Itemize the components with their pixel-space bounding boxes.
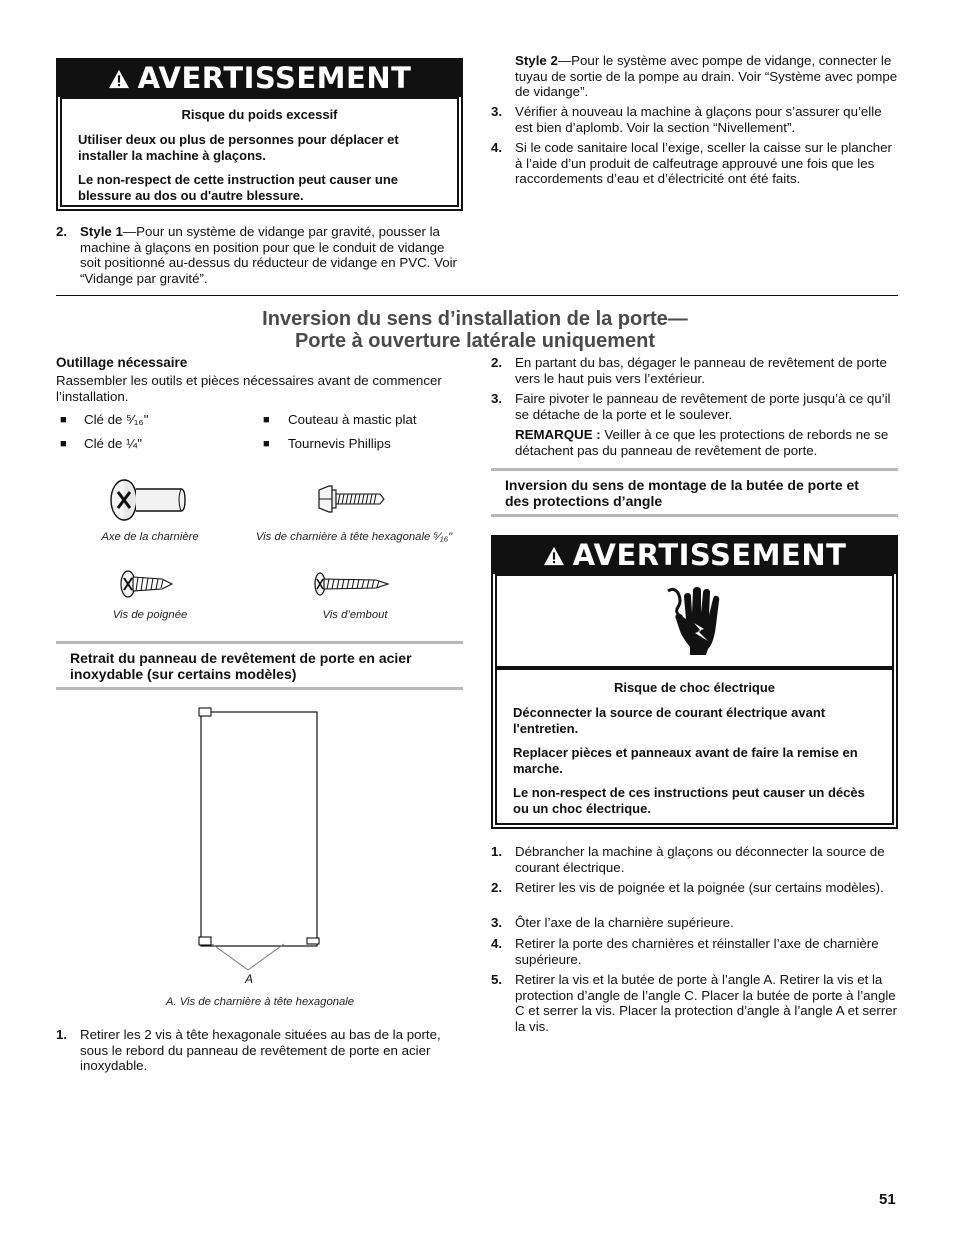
step-number: 4. bbox=[491, 936, 503, 951]
style-label: Style 1 bbox=[80, 224, 123, 239]
tools-intro: Rassembler les outils et pièces nécessaires avant de commencer l’installation. bbox=[56, 373, 442, 404]
step-number: 3. bbox=[491, 391, 503, 406]
style-text: —Pour un système de vidange par gravité, pousser la machine à glaçons en position pour que le conduit de vidange soit positionné au-dessus du réducteur de vidange en PVC. Voir “Vidange par gravité”. bbox=[80, 224, 457, 286]
step-text: Ôter l’axe de la charnière supérieure. bbox=[515, 915, 734, 930]
step-number: 1. bbox=[491, 844, 503, 859]
handle-screw-icon bbox=[118, 569, 174, 599]
tool-item: Tournevis Phillips bbox=[288, 436, 391, 451]
note bbox=[515, 427, 899, 458]
part-caption: Vis de charnière à tête hexagonale ⁵⁄₁₆" bbox=[255, 531, 453, 543]
part-caption: Vis de poignée bbox=[112, 609, 188, 621]
warning-line: Le non-respect de cette instruction peut causer une blessure au dos ou d'autre blessure. bbox=[78, 172, 399, 203]
step-text: Retirer la vis et la butée de porte à l’angle A. Retirer la vis et la protection d’angle de l’angle C. Placer la butée de porte à l’angle C et serrer la vis. Placer la protection d’angle à l’angle A et serrer la vis. bbox=[515, 972, 898, 1034]
step-number: 3. bbox=[491, 104, 503, 119]
stop-heading: Inversion du sens de montage de la butée de porte et des protections d’angle bbox=[491, 468, 898, 517]
step-text: Retirer la porte des charnières et réinstaller l’axe de charnière supérieure. bbox=[515, 936, 879, 967]
warning-triangle-icon bbox=[543, 546, 565, 566]
warning-line: Utiliser deux ou plus de personnes pour déplacer et installer la machine à glaçons. bbox=[78, 132, 399, 163]
style-label: Style 2 bbox=[515, 53, 558, 68]
tools-heading: Outillage nécessaire bbox=[56, 355, 188, 370]
figure-caption: A. Vis de charnière à tête hexagonale bbox=[165, 996, 355, 1008]
removal-heading: Retrait du panneau de revêtement de porte en acier inoxydable (sur certains modèles) bbox=[56, 641, 463, 690]
end-screw-icon bbox=[312, 571, 390, 597]
section-title bbox=[180, 308, 770, 352]
door-panel-diagram bbox=[196, 704, 326, 994]
page-number: 51 bbox=[879, 1191, 896, 1208]
step-number: 2. bbox=[491, 880, 503, 895]
section-title-line: Inversion du sens d’installation de la porte— bbox=[262, 308, 688, 330]
warning-body bbox=[495, 668, 894, 825]
bullet: ■ bbox=[60, 438, 67, 450]
step-text: Débrancher la machine à glaçons ou déconnecter la source de courant électrique. bbox=[515, 844, 885, 875]
tool-item: Clé de ¼" bbox=[84, 436, 142, 451]
warning-header bbox=[58, 60, 461, 97]
warning-title: AVERTISSEMENT bbox=[137, 60, 412, 95]
warning-header bbox=[493, 537, 896, 574]
step-number: 3. bbox=[491, 915, 503, 930]
step-number: 1. bbox=[56, 1027, 68, 1042]
bullet: ■ bbox=[263, 414, 270, 426]
step-text: En partant du bas, dégager le panneau de revêtement de porte vers le haut puis vers l’extérieur. bbox=[515, 355, 887, 386]
part-caption: Axe de la charnière bbox=[101, 531, 199, 543]
step-number: 2. bbox=[56, 224, 68, 239]
step-text bbox=[80, 224, 464, 286]
step-number: 4. bbox=[491, 140, 503, 155]
section-divider bbox=[56, 295, 898, 296]
warning-line: Le non-respect de ces instructions peut causer un décès ou un choc électrique. bbox=[513, 785, 865, 816]
warning-line: Replacer pièces et panneaux avant de faire la remise en marche. bbox=[513, 745, 858, 776]
warning-body bbox=[60, 97, 459, 207]
bullet: ■ bbox=[263, 438, 270, 450]
callout-label: A bbox=[245, 972, 254, 986]
hinge-pin-icon bbox=[105, 477, 189, 523]
style2-text bbox=[515, 53, 899, 100]
tool-item: Couteau à mastic plat bbox=[288, 412, 417, 427]
note-label: REMARQUE : bbox=[515, 427, 601, 442]
tool-item: Clé de ⁵⁄₁₆" bbox=[84, 412, 149, 427]
warning-title: AVERTISSEMENT bbox=[572, 537, 847, 572]
warning-risk: Risque de choc électrique bbox=[613, 680, 776, 695]
part-caption: Vis d’embout bbox=[322, 609, 388, 621]
bullet: ■ bbox=[60, 414, 67, 426]
step-text: Vérifier à nouveau la machine à glaçons pour s’assurer qu’elle est bien d’aplomb. Voir la section “Nivellement”. bbox=[515, 104, 882, 135]
note-text: Veiller à ce que les protections de rebords ne se détachent pas du panneau de revêtement de porte. bbox=[515, 427, 889, 458]
shock-icon-panel bbox=[495, 574, 894, 668]
style-text: —Pour le système avec pompe de vidange, connecter le tuyau de sortie de la pompe au drain. Voir “Système avec pompe de vidange”. bbox=[515, 53, 898, 99]
step-text: Faire pivoter le panneau de revêtement de porte jusqu’à ce qu’il se détache de la porte et le soulever. bbox=[515, 391, 891, 422]
step-text: Retirer les vis de poignée et la poignée (sur certains modèles). bbox=[515, 880, 884, 895]
step-number: 2. bbox=[491, 355, 503, 370]
warning-risk: Risque du poids excessif bbox=[181, 107, 338, 122]
hex-screw-icon bbox=[316, 484, 386, 514]
step-text: Retirer les 2 vis à tête hexagonale situées au bas de la porte, sous le rebord du panneau de revêtement de porte en acier inoxydable. bbox=[80, 1027, 441, 1073]
warning-line: Déconnecter la source de courant électrique avant l'entretien. bbox=[513, 705, 826, 736]
warning-triangle-icon bbox=[108, 69, 130, 89]
electric-shock-hand-icon bbox=[664, 585, 726, 657]
step-number: 5. bbox=[491, 972, 503, 987]
section-title-line: Porte à ouverture latérale uniquement bbox=[294, 330, 656, 352]
step-text: Si le code sanitaire local l’exige, sceller la caisse sur le plancher à l’aide d’un produit de calfeutrage approuvé une fois que les raccordements d’eau et d’électricité ont été faits. bbox=[515, 140, 892, 186]
warning-box-shock bbox=[491, 535, 898, 829]
warning-box-weight bbox=[56, 58, 463, 211]
